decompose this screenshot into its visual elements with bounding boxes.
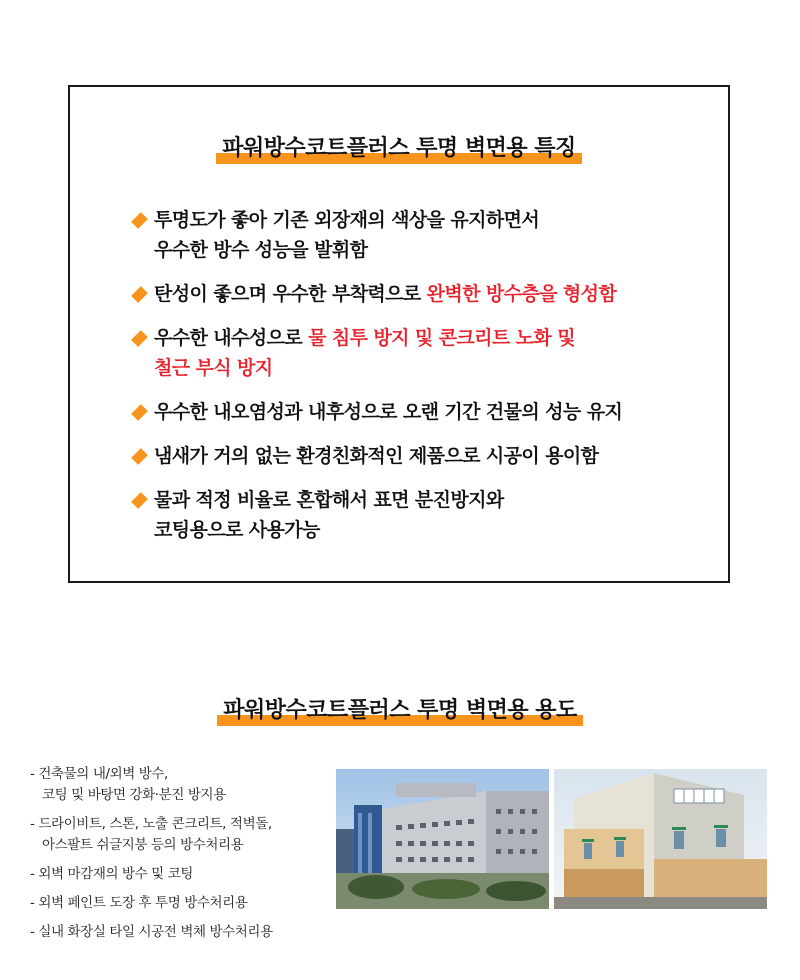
feature-item — [132, 205, 622, 265]
feature-line — [154, 279, 622, 309]
use-line: - 건축물의 내/외벽 방수, — [30, 766, 168, 782]
use-item — [30, 814, 273, 856]
diamond-bullet-icon — [131, 448, 148, 465]
features-title-wrap — [70, 131, 728, 162]
use-line-continued: 코팅 및 바탕면 강화·분진 방지용 — [42, 787, 226, 803]
feature-line — [154, 353, 622, 383]
feature-highlight-text: 철근 부식 방지 — [154, 357, 273, 379]
feature-line — [154, 441, 622, 471]
photo-gray-building — [336, 769, 549, 909]
photo-beige-building — [554, 769, 767, 909]
features-title: 파워방수코트플러스 투명 벽면용 특징 — [216, 131, 582, 162]
feature-line — [154, 515, 622, 545]
feature-highlight-text: 물 침투 방지 및 콘크리트 노화 및 — [308, 327, 575, 349]
feature-line — [154, 485, 622, 515]
feature-list — [132, 205, 622, 559]
diamond-bullet-icon — [131, 492, 148, 509]
feature-line — [154, 205, 622, 235]
diamond-bullet-icon — [131, 286, 148, 303]
feature-text: 우수한 내오염성과 내후성으로 오랜 기간 건물의 성능 유지 — [154, 401, 623, 423]
use-line: - 외벽 페인트 도장 후 투명 방수처리용 — [30, 895, 248, 911]
feature-item — [132, 397, 622, 427]
feature-line — [154, 397, 622, 427]
feature-item — [132, 485, 622, 545]
use-line: - 외벽 마감재의 방수 및 코팅 — [30, 866, 193, 882]
feature-text: 탄성이 좋으며 우수한 부착력으로 — [154, 283, 427, 305]
feature-text: 투명도가 좋아 기존 외장재의 색상을 유지하면서 — [154, 209, 540, 231]
use-line-continued: 아스팔트 쉬글지붕 등의 방수처리용 — [42, 837, 244, 853]
diamond-bullet-icon — [131, 330, 148, 347]
feature-text: 우수한 내수성으로 — [154, 327, 309, 349]
feature-line — [154, 323, 622, 353]
use-item — [30, 893, 273, 914]
feature-text: 우수한 방수 성능을 발휘함 — [154, 239, 368, 261]
use-list — [30, 764, 273, 951]
features-box — [68, 85, 730, 583]
feature-line — [154, 235, 622, 265]
diamond-bullet-icon — [131, 404, 148, 421]
uses-title-wrap — [0, 693, 800, 724]
uses-title: 파워방수코트플러스 투명 벽면용 용도 — [217, 693, 583, 724]
feature-item — [132, 279, 622, 309]
use-item — [30, 864, 273, 885]
feature-text: 냄새가 거의 없는 환경친화적인 제품으로 시공이 용이함 — [154, 445, 599, 467]
feature-text: 코팅용으로 사용가능 — [154, 519, 320, 541]
feature-item — [132, 323, 622, 383]
diamond-bullet-icon — [131, 212, 148, 229]
use-item — [30, 764, 273, 806]
feature-item — [132, 441, 622, 471]
feature-text: 물과 적정 비율로 혼합해서 표면 분진방지와 — [154, 489, 504, 511]
use-line: - 드라이비트, 스톤, 노출 콘크리트, 적벽돌, — [30, 816, 272, 832]
use-item — [30, 922, 273, 943]
use-line: - 실내 화장실 타일 시공전 벽체 방수처리용 — [30, 924, 273, 940]
feature-highlight-text: 완벽한 방수층을 형성함 — [426, 283, 617, 305]
